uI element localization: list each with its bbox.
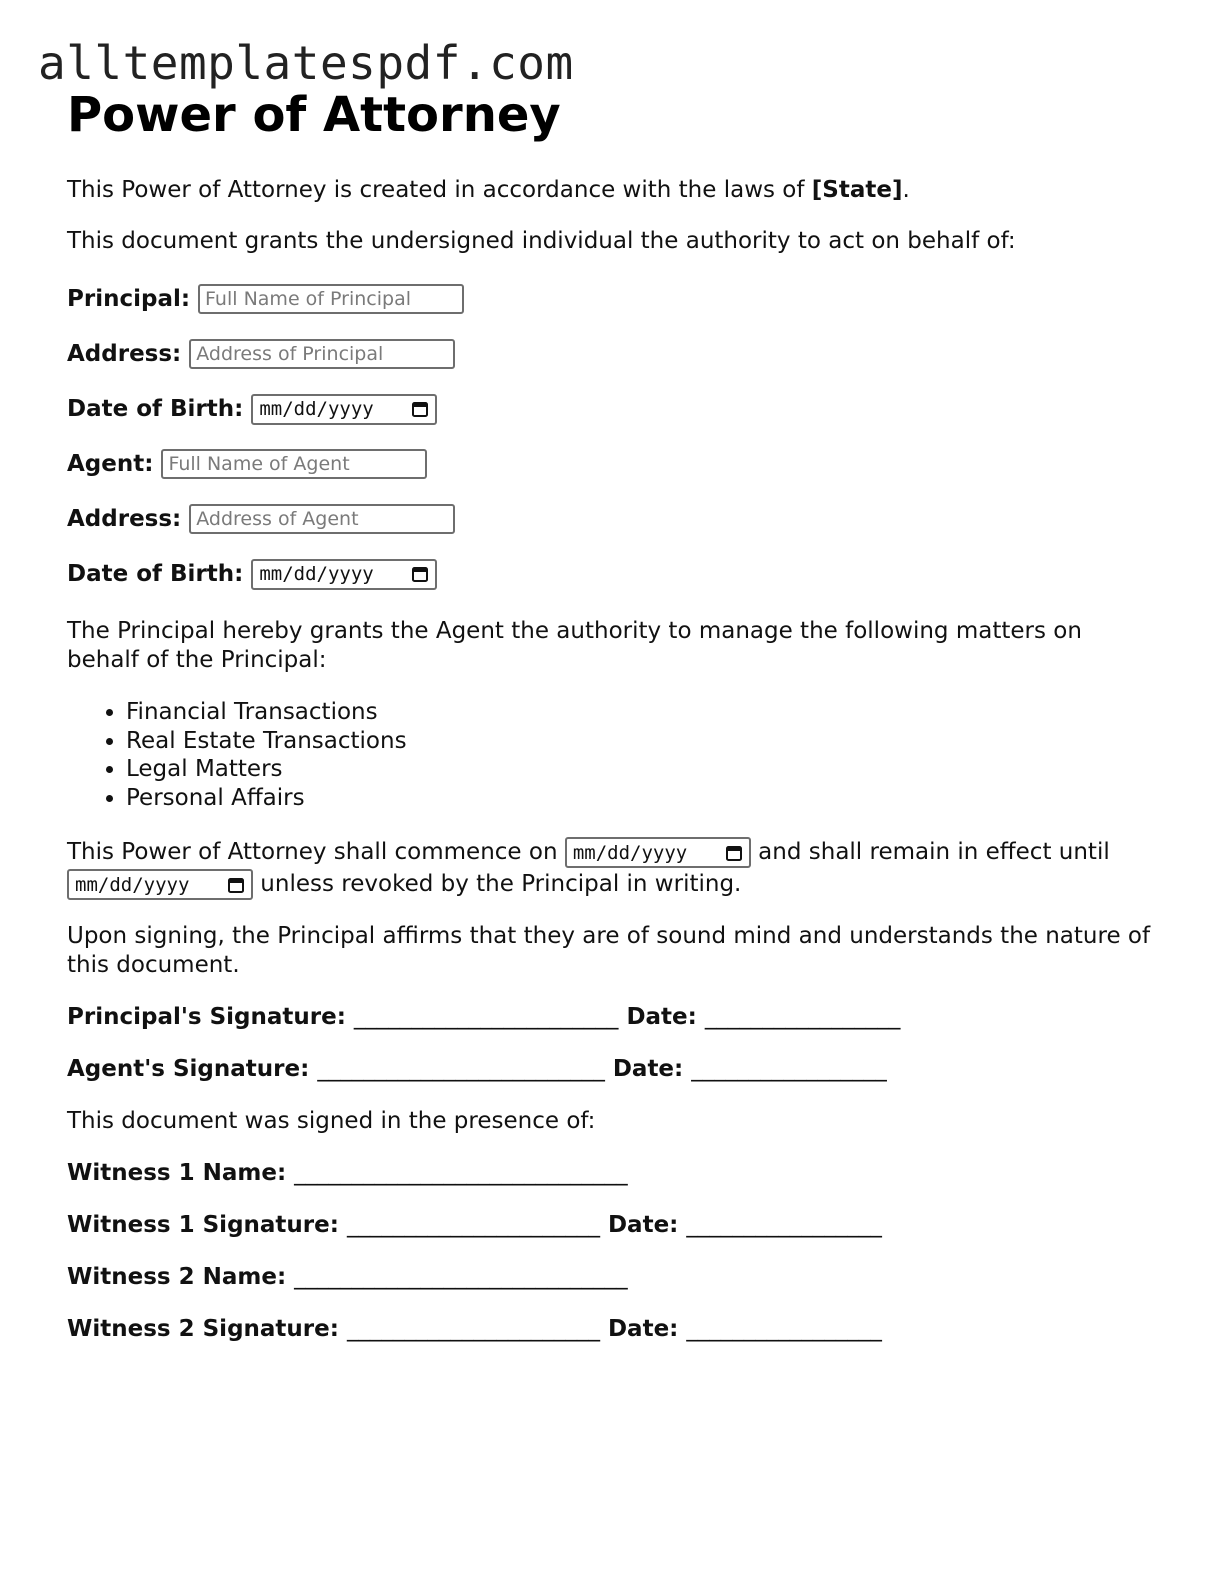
page-title: Power of Attorney <box>67 87 561 143</box>
end-date-input[interactable] <box>67 869 253 900</box>
agent-address-input[interactable] <box>189 504 455 534</box>
agent-address-label: Address: <box>67 506 182 532</box>
term-statement <box>67 836 1157 900</box>
witness1-signature-line[interactable]: ______________________ <box>346 1212 600 1238</box>
calendar-icon[interactable] <box>725 844 743 862</box>
witness2-signature-line[interactable]: ______________________ <box>346 1316 600 1342</box>
witness2-name-label: Witness 2 Name: <box>67 1264 287 1290</box>
witness2-signature-row <box>67 1315 1157 1344</box>
principal-dob-row <box>67 393 1157 425</box>
agent-date-line[interactable]: _________________ <box>691 1056 887 1082</box>
agent-signature-line[interactable]: _________________________ <box>317 1056 605 1082</box>
agent-dob-label: Date of Birth: <box>67 561 244 587</box>
matters-list <box>67 698 1157 812</box>
principal-row <box>67 283 1157 315</box>
agent-address-row <box>67 503 1157 535</box>
commence-date-input[interactable] <box>565 837 751 868</box>
grant-statement: The Principal hereby grants the Agent the authority to manage the following matters on behalf of the Principal: <box>67 618 1082 673</box>
term-text-1: This Power of Attorney shall commence on <box>67 839 565 865</box>
principal-label: Principal: <box>67 286 191 312</box>
watermark: alltemplatespdf.com <box>38 36 574 90</box>
principal-signature-row <box>67 1003 1157 1032</box>
witness1-name-line[interactable]: _____________________________ <box>294 1160 628 1186</box>
date-placeholder: mm/dd/yyyy <box>572 841 688 864</box>
presence-statement: This document was signed in the presence of: <box>67 1108 596 1134</box>
state-placeholder: [State] <box>811 177 903 203</box>
list-item: • Financial Transactions <box>126 698 1157 727</box>
party-fields <box>67 283 1157 590</box>
agent-label: Agent: <box>67 451 154 477</box>
term-text-2: and shall remain in effect until <box>750 839 1110 865</box>
witness1-name-row <box>67 1159 1157 1188</box>
witness1-signature-row <box>67 1211 1157 1240</box>
principal-dob-label: Date of Birth: <box>67 396 244 422</box>
date-label: Date: <box>612 1056 684 1082</box>
witness2-signature-label: Witness 2 Signature: <box>67 1316 339 1342</box>
term-text-3: unless revoked by the Principal in writing. <box>253 871 742 897</box>
principal-dob-input[interactable] <box>251 394 437 425</box>
witness2-date-line[interactable]: _________________ <box>686 1316 882 1342</box>
list-item: • Real Estate Transactions <box>126 727 1157 756</box>
agent-signature-label: Agent's Signature: <box>67 1056 310 1082</box>
grants-statement: This document grants the undersigned individual the authority to act on behalf of: <box>67 228 1016 254</box>
principal-name-input[interactable] <box>198 284 464 314</box>
date-placeholder: mm/dd/yyyy <box>259 398 374 420</box>
affirm-statement: Upon signing, the Principal affirms that they are of sound mind and understands the nature of this document. <box>67 923 1151 978</box>
list-item: • Legal Matters <box>126 755 1157 784</box>
witness1-date-line[interactable]: _________________ <box>686 1212 882 1238</box>
document <box>67 88 1157 1344</box>
principal-address-row <box>67 338 1157 370</box>
list-item: • Personal Affairs <box>126 784 1157 813</box>
witness1-signature-label: Witness 1 Signature: <box>67 1212 339 1238</box>
date-label: Date: <box>607 1316 679 1342</box>
date-placeholder: mm/dd/yyyy <box>259 563 374 585</box>
date-placeholder: mm/dd/yyyy <box>75 873 190 896</box>
calendar-icon[interactable] <box>227 876 245 894</box>
witness1-name-label: Witness 1 Name: <box>67 1160 287 1186</box>
principal-address-label: Address: <box>67 341 182 367</box>
agent-dob-row <box>67 558 1157 590</box>
agent-name-input[interactable] <box>161 449 427 479</box>
principal-address-input[interactable] <box>189 339 455 369</box>
agent-row <box>67 448 1157 480</box>
agent-dob-input[interactable] <box>251 559 437 590</box>
witness2-name-row <box>67 1263 1157 1292</box>
laws-end: . <box>902 177 910 203</box>
date-label: Date: <box>607 1212 679 1238</box>
calendar-icon[interactable] <box>411 400 429 418</box>
principal-signature-label: Principal's Signature: <box>67 1004 346 1030</box>
calendar-icon[interactable] <box>411 565 429 583</box>
witness2-name-line[interactable]: _____________________________ <box>294 1264 628 1290</box>
laws-text: This Power of Attorney is created in accordance with the laws of <box>67 177 812 203</box>
principal-date-line[interactable]: _________________ <box>704 1004 901 1030</box>
laws-statement <box>67 176 1157 205</box>
date-label: Date: <box>626 1004 697 1030</box>
principal-signature-line[interactable]: _______________________ <box>353 1004 619 1030</box>
agent-signature-row <box>67 1055 1157 1084</box>
